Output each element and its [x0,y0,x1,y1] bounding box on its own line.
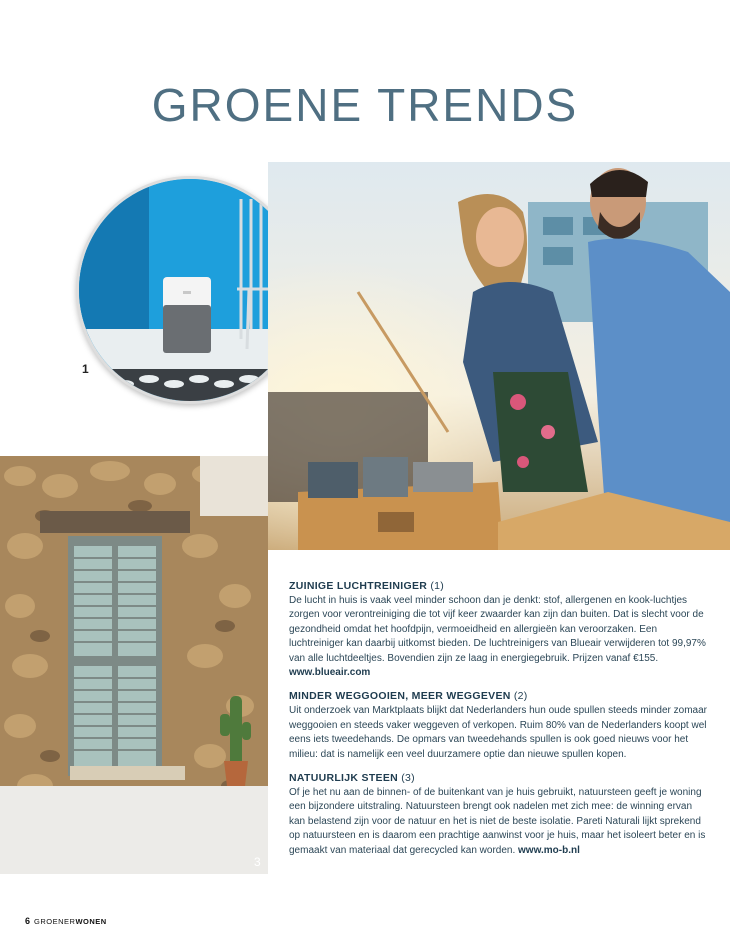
mo-b-link[interactable]: www.mo-b.nl [518,844,580,856]
blueair-link[interactable]: www.blueair.com [289,667,371,679]
article-heading-weggeven: MINDER WEGGOOIEN, MEER WEGGEVEN (2) [289,690,528,703]
page-footer [25,916,111,926]
market-illustration [268,162,730,550]
figure-number-1: 1 [82,362,89,376]
article-heading-luchtreiniger: ZUINIGE LUCHTREINIGER (1) [289,580,445,592]
page-number: 6 [25,916,31,926]
article-heading-natuursteen: NATUURLIJK STEEN (3) [289,772,415,785]
page-title: GROENE TRENDS [151,79,579,131]
couple-market-photo [268,162,730,550]
article-body-natuursteen: Of je het nu aan de binnen- of de buitenkant van je huis gebruikt, natuursteen geeft je woning een bijzondere uitstraling. Natuursteen brengt ook nadelen met zich mee: de winning ervan kan belastend zijn voor de natuur en het is niet de beste isolatie. Pareti Naturali lijkt sprekend op natuursteen en is daarom een prachtige aanwinst voor je huis, maar het isoleert beter en is gemaakt van materiaal dat gerecycled kan worden. www.mo-b.nl [289,787,706,856]
article-body-luchtreiniger: De lucht in huis is vaak veel minder schoon dan je denkt: stof, allergenen en kook-luchtjes zorgen voor verontreiniging die tot vijf keer zwaarder kan zijn dan buiten. Dat is slecht voor de gezondheid omdat het hoofdpijn, vermoeidheid en allergieën kan veroorzaken. Een luchtreiniger kan daarbij uitkomst bieden. De luchtreinigers van Blueair verwijderen tot 99,97% van alle luchtdeeltjes. Bovendien zijn ze laag in energiegebruik. Prijzen vanaf €155. www.blueair.com [289,595,706,679]
stone-wall-illustration [0,456,268,874]
stone-wall-photo [0,456,268,874]
article-column [289,580,709,868]
brand-name: GROENERWONEN [34,917,107,926]
article-body-weggeven: Uit onderzoek van Marktplaats blijkt dat Nederlanders hun oude spullen steeds minder zomaar weggooien en steeds vaker weggeven of verkopen. Ruim 80% van de Nederlanders koopt wel eens iets tweedehands. De opmars van tweedehands spullen is ook goed nieuws voor het milieu: dat is namelijk een veel duurzamere optie dan nieuwe spullen kopen. [289,705,708,760]
figure-number-3: 3 [254,855,261,869]
